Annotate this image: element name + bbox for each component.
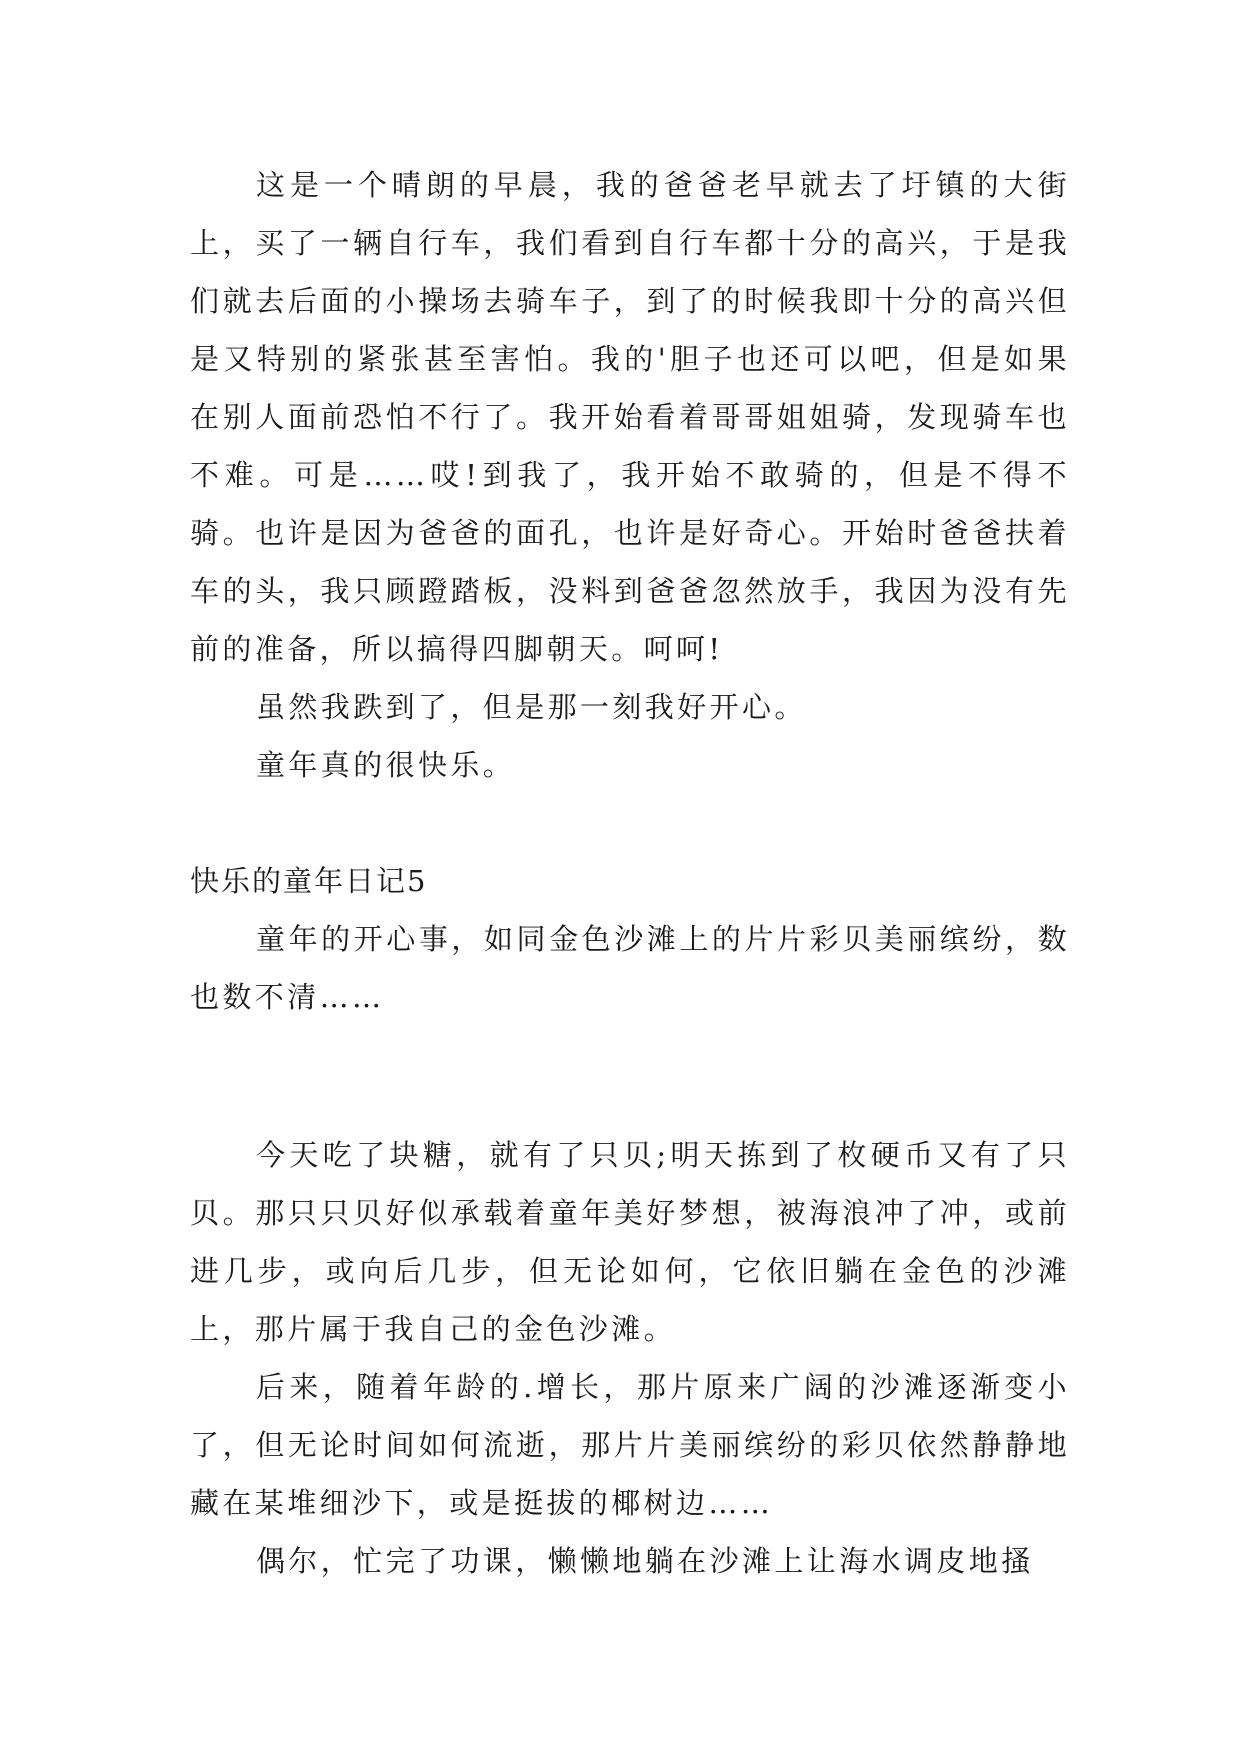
paragraph-childhood-happy: 童年真的很快乐。 xyxy=(256,748,516,782)
paragraph-shells-leisure: 偶尔，忙完了功课，懒懒地躺在沙滩上让海水调皮地搔 xyxy=(256,1544,1034,1578)
section-title: 快乐的童年日记5 xyxy=(190,864,428,898)
paragraph-fell-but-happy: 虽然我跌到了，但是那一刻我好开心。 xyxy=(256,690,807,724)
document-body xyxy=(190,156,1070,1590)
paragraph-shells-intro: 童年的开心事，如同金色沙滩上的片片彩贝美丽缤纷，数也数不清…… xyxy=(190,922,1070,1014)
spacer xyxy=(190,1026,1070,1126)
paragraph-bike-story: 这是一个晴朗的早晨，我的爸爸老早就去了圩镇的大街上，买了一辆自行车，我们看到自行车都十分的高兴，于是我们就去后面的小操场去骑车子，到了的时候我即十分的高兴但是又特别的紧张甚至害怕。我的'胆子也还可以吧，但是如果在别人面前恐怕不行了。我开始看着哥哥姐姐骑，发现骑车也不难。可是……哎!到我了，我开始不敢骑的，但是不得不骑。也许是因为爸爸的面孔，也许是好奇心。开始时爸爸扶着车的头，我只顾蹬踏板，没料到爸爸忽然放手，我因为没有先前的准备，所以搞得四脚朝天。呵呵! xyxy=(190,168,1070,666)
paragraph-shells-daily: 今天吃了块糖，就有了只贝;明天拣到了枚硬币又有了只贝。那只只贝好似承载着童年美好梦想，被海浪冲了冲，或前进几步，或向后几步，但无论如何，它依旧躺在金色的沙滩上，那片属于我自己的金色沙滩。 xyxy=(190,1138,1070,1346)
spacer xyxy=(190,794,1070,852)
paragraph-shells-growing: 后来，随着年龄的.增长，那片原来广阔的沙滩逐渐变小了，但无论时间如何流逝，那片片美丽缤纷的彩贝依然静静地藏在某堆细沙下，或是挺拔的椰树边…… xyxy=(190,1370,1070,1520)
